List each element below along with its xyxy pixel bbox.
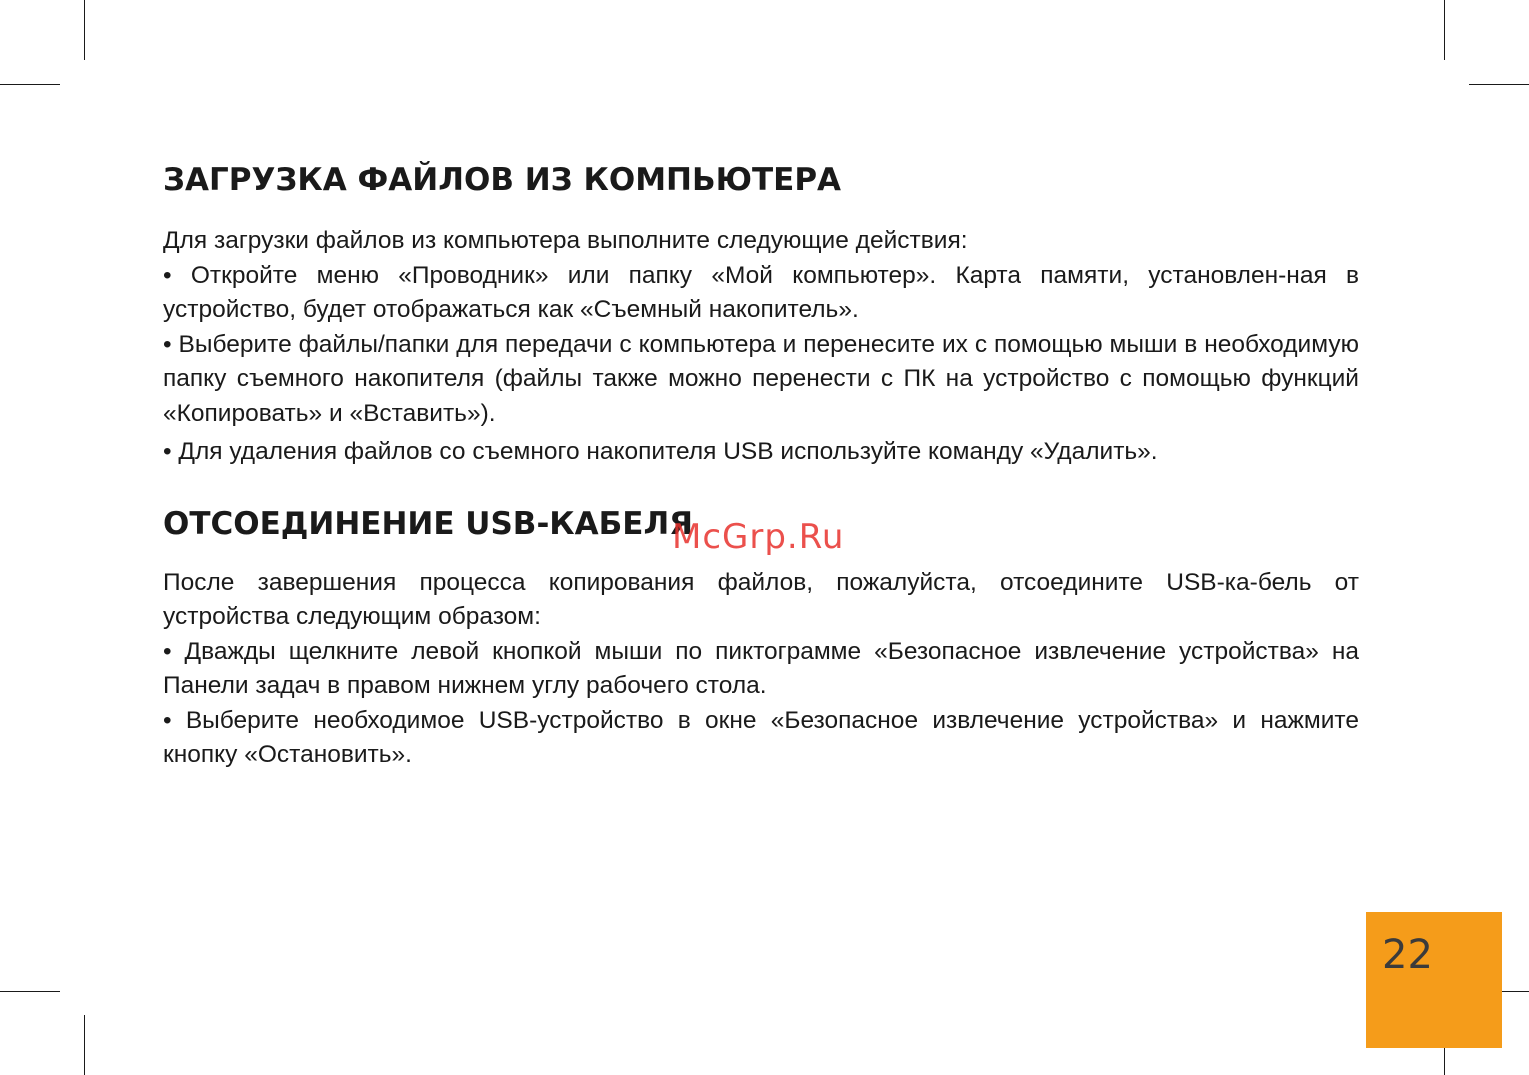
section-file-upload (163, 160, 1359, 470)
section-title-file-upload: ЗАГРУЗКА ФАЙЛОВ ИЗ КОМПЬЮТЕРА (163, 162, 842, 198)
list-item: • Для удаления файлов со съемного накопителя USB используйте команду «Удалить». (163, 438, 1158, 465)
intro-text: Для загрузки файлов из компьютера выполните следующие действия: (163, 227, 968, 254)
crop-mark-bottom-left-vertical (84, 1015, 85, 1075)
list-item: • Откройте меню «Проводник» или папку «Мой компьютер». Карта памяти, установлен-ная в устройство, будет отображаться как «Съемный накопитель». (163, 261, 1359, 323)
crop-mark-bottom-left-horizontal (0, 991, 60, 992)
page-number-box (1366, 912, 1502, 1048)
section-usb-disconnect (163, 504, 1359, 773)
list-item: • Дважды щелкните левой кнопкой мыши по пиктограмме «Безопасное извлечение устройства» на Панели задач в правом нижнем углу рабочего стола. (163, 637, 1359, 699)
list-item: • Выберите необходимое USB-устройство в окне «Безопасное извлечение устройства» и нажмите кнопку «Остановить». (163, 706, 1359, 768)
watermark: McGrp.Ru (672, 517, 845, 557)
page-number: 22 (1382, 932, 1433, 978)
section-body-file-upload (163, 224, 1359, 470)
intro-text: После завершения процесса копирования файлов, пожалуйста, отсоедините USB-ка-бель от устройства следующим образом: (163, 568, 1359, 630)
crop-mark-top-right-horizontal (1469, 84, 1529, 85)
crop-mark-top-right-vertical (1444, 0, 1445, 60)
list-item: • Выберите файлы/папки для передачи с компьютера и перенесите их с помощью мыши в необходимую папку съемного накопителя (файлы также можно перенести с ПК на устройство с помощью функций «Копировать» и «Вставить»). (163, 330, 1359, 427)
crop-mark-top-left-vertical (84, 0, 85, 60)
section-body-usb-disconnect (163, 566, 1359, 773)
section-title-usb-disconnect: ОТСОЕДИНЕНИЕ USB-КАБЕЛЯ (163, 505, 694, 542)
page-content (163, 150, 1359, 773)
crop-mark-top-left-horizontal (0, 84, 60, 85)
